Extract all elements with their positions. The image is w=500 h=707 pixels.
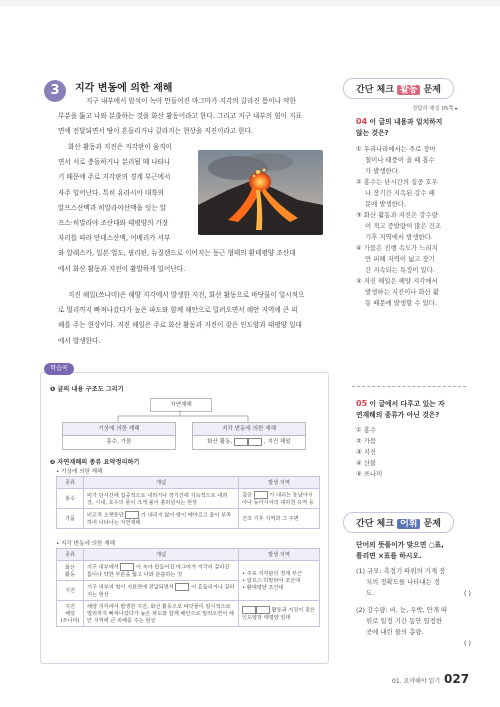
tree-right-node <box>192 422 306 450</box>
blank-box <box>175 583 189 591</box>
option-line: 치의 정확도를 나타내는 정 <box>366 578 441 586</box>
cell-concept-a: 지구 내부에서 <box>87 564 119 571</box>
paragraph-line: 로 멀리까지 빠져나갔다가 높은 파도와 함께 해안으로 밀려오면서 해안 지역에 큰 피 <box>58 306 298 315</box>
vocab-item-1 <box>356 566 471 599</box>
cell-region-shared <box>239 561 320 601</box>
subhead-tectonic: • 지각 변동에 의한 재해 <box>56 541 116 547</box>
answer-option[interactable]: ⑤ 쓰나미 <box>356 470 383 478</box>
cell-kind: 화산 활동 <box>57 561 84 581</box>
cell-region-b: 가 내리는 동남아시아나 동아시아의 대하천 유역 등 <box>242 492 314 506</box>
divider <box>352 386 466 387</box>
option-line: 철이나 태풍이 올 때 홍수 <box>365 156 435 164</box>
paragraph-line: 알프스산맥과 히말라야산맥을 잇는 알 <box>58 203 167 212</box>
cell-concept-b: 이 녹아 만들어진 마그마가 지각의 갈라진 틈이나 약한 부분을 뚫고 나와 분출하는 것 <box>87 564 230 578</box>
answer-option[interactable] <box>356 144 471 177</box>
question-number: 05 <box>356 399 368 408</box>
question-number: 04 <box>356 117 368 126</box>
option-line: 나 장기간 지속된 강수 때 <box>365 189 435 197</box>
paragraph-line: 지구 내부에서 암석이 녹아 만들어진 마그마가 지각의 갈라진 틈이나 약한 <box>86 97 296 105</box>
table-header-row <box>57 477 320 489</box>
study-tag: 학습콕 <box>44 363 74 375</box>
paragraph-line: 해를 주는 현상이다. 지진 해일은 주로 화산 활동과 지진이 잦은 인도양과 태평양 일대 <box>58 321 302 330</box>
header-highlight: 활동 <box>397 85 420 95</box>
paragraph-line: 화산 활동과 지진은 지각판이 움직이 <box>68 143 172 151</box>
question-text: 연재해의 종류가 아닌 것은? <box>356 411 440 419</box>
option-text: 도. <box>366 589 375 597</box>
paragraph-line: 지진 해일(쓰나미)은 해양 지각에서 발생한 지진, 화산 활동으로 바닷물이 일시적으 <box>68 291 305 299</box>
vocab-check-header <box>343 512 454 533</box>
cell-kind: 지진 <box>57 581 84 601</box>
paragraph-line: 프스·히말라야 조산대와 태평양의 가장 <box>58 219 169 228</box>
question-5 <box>356 398 471 480</box>
answer-option[interactable] <box>356 243 471 276</box>
col-kind: 종류 <box>57 549 84 561</box>
paragraph-line: 면서 서로 충돌하거나 분리될 때 나타나 <box>58 158 171 167</box>
answer-note: 정답과 해설 05쪽 ▸ <box>412 106 458 112</box>
answer-option[interactable] <box>356 276 471 309</box>
summary-title: ❷ 자연재해의 종류 요약정리하기 <box>50 459 140 466</box>
paragraph-line: 면에 전달되면서 땅이 흔들리거나 갈라지는 현상을 지진이라고 한다. <box>58 127 254 136</box>
option-line: ⑤ 지진 해일은 해양 지각에서 <box>356 277 438 285</box>
col-concept: 개념 <box>84 549 239 561</box>
activity-check-header <box>343 78 454 99</box>
weather-disaster-table <box>56 476 320 529</box>
blank-box <box>125 511 139 519</box>
cell-region <box>239 601 320 627</box>
header-text: 문제 <box>423 85 441 95</box>
cell-concept <box>84 561 239 581</box>
tree-right-body <box>193 436 305 449</box>
paragraph-line: 에서 발생한다. <box>58 336 101 345</box>
table-row <box>57 509 320 529</box>
section-number: 3 <box>44 80 66 102</box>
col-concept: 개념 <box>84 477 239 489</box>
cell-concept: 비가 단시간에 집중적으로 내리거나 장기간에 지속적으로 내려 강, 시내, 호수의 물이 크게 불어 흘러넘치는 현상 <box>84 489 239 509</box>
blank-box <box>120 563 134 571</box>
question-text: 않는 것은? <box>356 129 389 137</box>
cell-kind: 홍수 <box>57 489 84 509</box>
paragraph-line: 와 알래스카, 일본 열도, 필리핀, 뉴질랜드로 이어지는 둥근 형태의 환태평양 조산대 <box>58 249 296 258</box>
answer-option[interactable]: ② 가뭄 <box>356 437 377 445</box>
tree-left-body: 홍수, 가뭄 <box>106 439 132 445</box>
table-row <box>57 601 320 627</box>
cell-region: 건조 기후 지역과 그 주변 <box>239 509 320 529</box>
blank-box <box>256 606 270 614</box>
footer-label: 01. 요약해야 읽기 <box>392 678 441 685</box>
option-line: 만 피해 지역이 넓고 장기 <box>365 255 435 263</box>
cell-concept-b: 가 내리지 않아 땅이 메마르고 물이 부족하여 나타나는 자연재해 <box>87 512 232 526</box>
option-line <box>356 588 471 599</box>
vocab-item-2 <box>356 605 471 649</box>
answer-blank[interactable]: ( ) <box>463 639 471 647</box>
page-number: 027 <box>444 672 470 686</box>
tectonic-disaster-table <box>56 548 320 627</box>
tree-right-head: 지각 변동에 의한 재해 <box>193 423 305 436</box>
option-line: 곳에 내린 물의 총량. <box>366 628 424 636</box>
header-highlight: 어휘 <box>397 519 420 529</box>
table-header-row <box>57 549 320 561</box>
answer-option[interactable]: ① 홍수 <box>356 426 377 434</box>
question-text: 이 글에서 다루고 있는 자 <box>369 400 445 408</box>
header-text: 문제 <box>423 519 441 529</box>
blank-box <box>242 606 256 614</box>
option-line: 문에 발생한다. <box>365 200 407 208</box>
answer-option[interactable]: ④ 산불 <box>356 459 377 467</box>
cell-concept-a: 비교적 오랫동안 <box>87 512 124 519</box>
option-line: ④ 가뭄은 진행 속도가 느리지 <box>356 244 438 252</box>
tree-root: 자연재해 <box>150 398 212 412</box>
table-row <box>57 561 320 581</box>
structure-title: ❶ 글의 내용 구조도 그리기 <box>50 386 124 393</box>
tree-left-head: 기상에 의한 재해 <box>63 423 175 436</box>
answer-option[interactable] <box>356 210 471 243</box>
answer-option[interactable]: ③ 지진 <box>356 448 377 456</box>
table-row <box>57 489 320 509</box>
tree-right-text-a: 화산 활동, <box>207 439 233 445</box>
cell-region <box>239 489 320 509</box>
paragraph-line: 자리를 따라 안데스산맥, 어메리카 서부 <box>58 234 171 243</box>
cell-kind: 지진 해일 (쓰나미) <box>57 601 84 627</box>
paragraph-line: 자주 일어난다. 특히 유라시아 대륙의 <box>58 188 165 197</box>
option-line: 기후 지역에서 발생한다. <box>365 233 433 241</box>
question-text: 단어의 뜻풀이가 맞으면 ○표, <box>356 541 444 549</box>
col-region: 발생 지역 <box>239 477 320 489</box>
option-line: 발생하는 지진이나 화산 활 <box>365 288 440 296</box>
option-line: ② 홍수는 단시간의 집중 호우 <box>356 178 438 186</box>
option-line: 이 적고 증발량이 많은 건조 <box>365 222 442 230</box>
cell-region-b: 활동과 지진이 잦은 인도양과 태평양 일대 <box>242 607 316 621</box>
cell-concept-a: 지구 내부의 힘이 지표면에 전달되면서 <box>87 584 174 591</box>
option-line: 동 때문에 발생할 수 있다. <box>365 299 437 307</box>
header-text: 간단 체크 <box>356 85 394 95</box>
cell-region-a: 집중 <box>242 492 253 499</box>
cell-kind: 가뭄 <box>57 509 84 529</box>
section-title: 지각 변동에 의한 재해 <box>75 83 173 94</box>
question-4 <box>356 116 471 309</box>
cell-concept: 해양 지각에서 발생한 지진, 화산 활동으로 바닷물이 일시적으로 멀리까지 빠져나갔다가 높은 파도와 함께 해안으로 밀려오면서 해안 지역에 큰 피해를 주는 현상 <box>84 601 239 627</box>
answer-blank[interactable]: ( ) <box>463 589 471 597</box>
tree-left-node <box>62 422 176 450</box>
region-line: • 알프스·히말라야 조산대 <box>242 578 301 584</box>
option-line: 위로 일정 기간 동안 일정한 <box>366 617 443 625</box>
blank-box <box>248 438 262 446</box>
blank-box <box>254 491 268 499</box>
cell-concept-b: 이 흔들리거나 갈라지는 현상 <box>87 584 235 598</box>
tree-right-text-b: , 지진 해일 <box>263 439 291 445</box>
cell-concept <box>84 509 239 529</box>
question-6 <box>356 540 471 649</box>
region-line: • 주로 지각판의 경계 부근 <box>242 571 302 577</box>
option-line: ① 우리나라에서는 주로 장마 <box>356 145 436 153</box>
cell-concept <box>84 581 239 601</box>
option-line: (2) 강수량: 비, 눈, 우박, 안개 따 <box>356 606 448 614</box>
question-text: 이 글의 내용과 일치하지 <box>369 118 443 126</box>
question-text: 틀리면 ×표를 하시오. <box>356 552 422 560</box>
option-line: 간 지속되는 특징이 있다. <box>365 266 435 274</box>
paragraph-line: 기 때문에 주로 지각판의 경계 부근에서 <box>58 173 171 182</box>
paragraph-line: 부분을 뚫고 나와 분출하는 것을 화산 활동이라고 한다. 그리고 지구 내부의 힘이 지표 <box>58 112 302 121</box>
answer-option[interactable] <box>356 177 471 210</box>
col-kind: 종류 <box>57 477 84 489</box>
paragraph-line: 에서 화산 활동과 지진이 활발하게 일어난다. <box>58 264 186 273</box>
header-text: 간단 체크 <box>356 519 394 529</box>
option-line: (1) 규모: 측정기 따위의 기계 장 <box>356 567 446 575</box>
blank-box <box>234 438 248 446</box>
col-region: 발생 지역 <box>239 549 320 561</box>
subhead-weather: • 기상에 의한 재해 <box>56 469 103 475</box>
option-line: 가 발생한다. <box>365 167 400 175</box>
option-line: ③ 화산 활동과 지진은 강수량 <box>356 211 438 219</box>
region-line: • 환태평양 조산대 <box>242 585 284 591</box>
